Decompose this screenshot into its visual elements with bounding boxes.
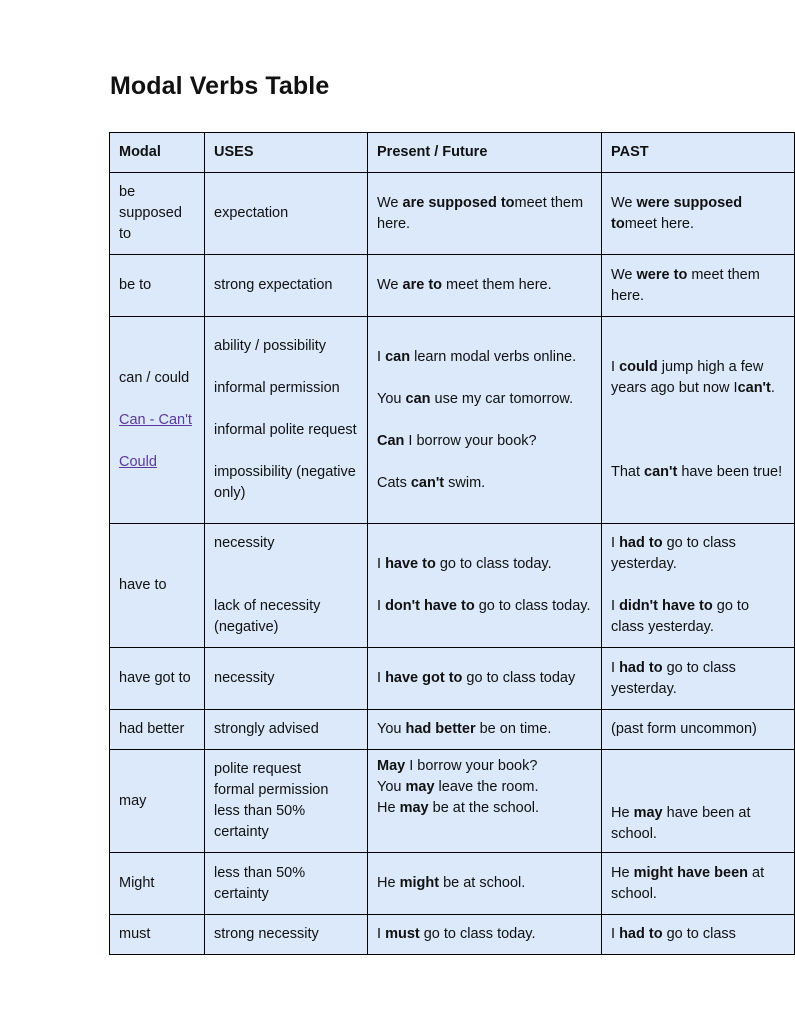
modal-verbs-table-wrapper <box>109 132 783 955</box>
header-modal: Modal <box>110 133 205 173</box>
use-cell: necessity <box>205 648 368 710</box>
modal-cell: can / could Can - Can't Could <box>110 317 205 524</box>
header-present-future: Present / Future <box>368 133 602 173</box>
past-cell: I had to go to class <box>602 915 795 955</box>
header-row <box>110 133 795 173</box>
use-cell: polite request formal permission less than 50% certainty <box>205 750 368 853</box>
use-cell: strong expectation <box>205 255 368 317</box>
table-row <box>110 853 795 915</box>
modal-cell: have got to <box>110 648 205 710</box>
modal-cell: must <box>110 915 205 955</box>
past-cell: We were to meet them here. <box>602 255 795 317</box>
modal-cell: had better <box>110 710 205 750</box>
could-link[interactable]: Could <box>119 453 157 470</box>
present-cell: You had better be on time. <box>368 710 602 750</box>
past-cell: He may have been at school. <box>602 750 795 853</box>
modal-cell: have to <box>110 524 205 648</box>
present-cell: I have to go to class today. I don't have to go to class today. <box>368 524 602 648</box>
table-row <box>110 915 795 955</box>
modal-cell: be supposed to <box>110 173 205 255</box>
modal-cell: Might <box>110 853 205 915</box>
page-title: Modal Verbs Table <box>110 72 330 100</box>
use-cell: strong necessity <box>205 915 368 955</box>
table-row <box>110 173 795 255</box>
table-row <box>110 750 795 853</box>
table-row <box>110 524 795 648</box>
present-cell: We are to meet them here. <box>368 255 602 317</box>
modal-verbs-table <box>109 132 795 955</box>
past-cell: He might have been at school. <box>602 853 795 915</box>
table-row <box>110 317 795 524</box>
past-cell: We were supposed tomeet here. <box>602 173 795 255</box>
header-past: PAST <box>602 133 795 173</box>
present-cell: I must go to class today. <box>368 915 602 955</box>
table-row <box>110 710 795 750</box>
use-cell: expectation <box>205 173 368 255</box>
use-cell: necessity lack of necessity (negative) <box>205 524 368 648</box>
use-cell: less than 50% certainty <box>205 853 368 915</box>
table-row <box>110 255 795 317</box>
past-cell: I had to go to class yesterday. <box>602 648 795 710</box>
use-cell: ability / possibility informal permission informal polite request impossibility (negative only) <box>205 317 368 524</box>
table-row <box>110 648 795 710</box>
modal-cell: be to <box>110 255 205 317</box>
use-cell: strongly advised <box>205 710 368 750</box>
present-cell: I can learn modal verbs online. You can use my car tomorrow. Can I borrow your book? Cats can't swim. <box>368 317 602 524</box>
past-cell: (past form uncommon) <box>602 710 795 750</box>
present-cell: We are supposed tomeet them here. <box>368 173 602 255</box>
past-cell: I could jump high a few years ago but now Ican't. That can't have been true! <box>602 317 795 524</box>
past-cell: I had to go to class yesterday. I didn't have to go to class yesterday. <box>602 524 795 648</box>
header-uses: USES <box>205 133 368 173</box>
present-cell: I have got to go to class today <box>368 648 602 710</box>
present-cell: He might be at school. <box>368 853 602 915</box>
modal-cell: may <box>110 750 205 853</box>
can-cant-link[interactable]: Can - Can't <box>119 411 192 428</box>
present-cell: May I borrow your book? You may leave the room. He may be at the school. <box>368 750 602 853</box>
